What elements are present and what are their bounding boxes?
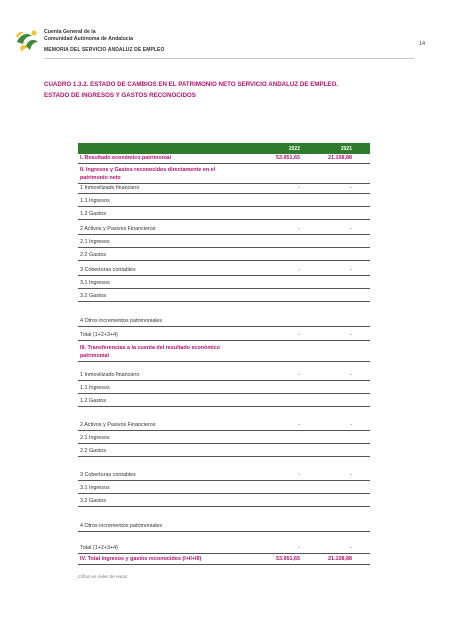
row-label: I. Resultado económico patrimonial xyxy=(80,155,172,161)
row-label: 2 Activos y Pasivos Financieros xyxy=(80,422,156,428)
row-label-continued: patrimonio neto xyxy=(80,175,121,181)
table-row xyxy=(78,430,370,444)
cell-2021: - xyxy=(350,267,352,273)
table-row xyxy=(78,506,370,532)
row-label: 1 Inmovilizado financiero xyxy=(80,372,140,378)
cell-2022: - xyxy=(298,185,300,191)
cell-2021: - xyxy=(350,226,352,232)
table-row xyxy=(78,531,370,554)
footnote: Cifras en miles de euros xyxy=(78,574,128,579)
row-label: 2.1 Ingresos xyxy=(80,435,110,441)
cell-2021: - xyxy=(350,545,352,551)
row-label: III. Transferencias a la cuenta del resultado económico xyxy=(80,345,220,351)
cell-2021: - xyxy=(350,422,352,428)
cell-2022: 53.951,65 xyxy=(276,155,300,161)
table-row xyxy=(78,340,370,362)
table-row xyxy=(78,275,370,289)
cell-2022: - xyxy=(298,226,300,232)
table-row xyxy=(78,480,370,494)
table-title xyxy=(44,80,374,101)
row-label: 3 Coberturas contables xyxy=(80,472,136,478)
cell-2021: - xyxy=(350,372,352,378)
patrimonio-table xyxy=(78,143,370,562)
cell-2022: - xyxy=(298,372,300,378)
table-row xyxy=(78,288,370,302)
column-header-2022: 2022 xyxy=(288,146,300,152)
row-label: 4 Otros incrementos patrimoniales xyxy=(80,523,163,529)
row-label: 2.2 Gastos xyxy=(80,252,107,258)
table-row xyxy=(78,553,370,565)
table-row xyxy=(78,260,370,276)
memoria-title: MEMORIA DEL SERVICIO ANDALUZ DE EMPLEO xyxy=(44,47,165,53)
table-row xyxy=(78,234,370,248)
table-row xyxy=(78,163,370,184)
row-label: 1.1 Ingresos xyxy=(80,385,110,391)
row-label: 2.1 Ingresos xyxy=(80,239,110,245)
row-label: 3.2 Gastos xyxy=(80,498,107,504)
table-row xyxy=(78,443,370,457)
table-row xyxy=(78,206,370,220)
row-label: 3.1 Ingresos xyxy=(80,280,110,286)
cell-2021: - xyxy=(350,185,352,191)
cell-2021: 21.108,88 xyxy=(328,556,352,562)
row-label: 3 Coberturas contables xyxy=(80,267,136,273)
row-label: 2 Activos y Pasivos Financieros xyxy=(80,226,156,232)
table-title-line1: CUADRO 1.3.2. ESTADO DE CAMBIOS EN EL PATRIMONIO NETO SERVICIO ANDALUZ DE EMPLEO. xyxy=(44,81,339,88)
table-header-row xyxy=(78,143,370,154)
table-title-line2: ESTADO DE INGRESOS Y GASTOS RECONOCIDOS xyxy=(44,91,196,99)
page-header xyxy=(14,26,404,66)
row-label: 1.2 Gastos xyxy=(80,211,107,217)
row-label: Total (1+2+3+4) xyxy=(80,545,118,551)
cell-2022: - xyxy=(298,545,300,551)
table-row xyxy=(78,219,370,235)
table-row xyxy=(78,493,370,507)
table-row xyxy=(78,361,370,381)
table-row xyxy=(78,326,370,341)
table-row xyxy=(78,247,370,261)
column-header-2021: 2021 xyxy=(340,146,352,152)
row-label: II. Ingresos y Gastos reconocidos directamente en el xyxy=(80,167,216,173)
cell-2021: - xyxy=(350,332,352,338)
cell-2022: - xyxy=(298,332,300,338)
table-row xyxy=(78,393,370,407)
row-label: 1 Inmovilizado financiero xyxy=(80,185,140,191)
cell-2022: - xyxy=(298,422,300,428)
row-label: 3.2 Gastos xyxy=(80,293,107,299)
header-divider xyxy=(44,58,414,59)
cell-2022: - xyxy=(298,472,300,478)
junta-andalucia-logo-icon xyxy=(14,28,40,54)
cell-2022: - xyxy=(298,267,300,273)
table-row xyxy=(78,193,370,207)
page-number: 14 xyxy=(419,41,425,47)
row-label: 2.2 Gastos xyxy=(80,448,107,454)
row-label: IV. Total ingresos y gastos reconocidos (I+II+III) xyxy=(80,556,202,562)
table-row xyxy=(78,406,370,431)
cell-2021: 21.108,88 xyxy=(328,155,352,161)
table-row xyxy=(78,456,370,481)
table-row xyxy=(78,301,370,327)
row-label-continued: patrimonial xyxy=(80,353,110,359)
cell-2022: 53.951,65 xyxy=(276,556,300,562)
org-name-line2: Comunidad Autónoma de Andalucía xyxy=(44,36,133,42)
row-label: 1.1 Ingresos xyxy=(80,198,110,204)
row-label: 3.1 Ingresos xyxy=(80,485,110,491)
row-label: 1.2 Gastos xyxy=(80,398,107,404)
org-name-line1: Cuenta General de la xyxy=(44,29,96,35)
table-row xyxy=(78,380,370,394)
row-label: 4 Otros incrementos patrimoniales xyxy=(80,318,163,324)
cell-2021: - xyxy=(350,472,352,478)
row-label: Total (1+2+3+4) xyxy=(80,332,118,338)
